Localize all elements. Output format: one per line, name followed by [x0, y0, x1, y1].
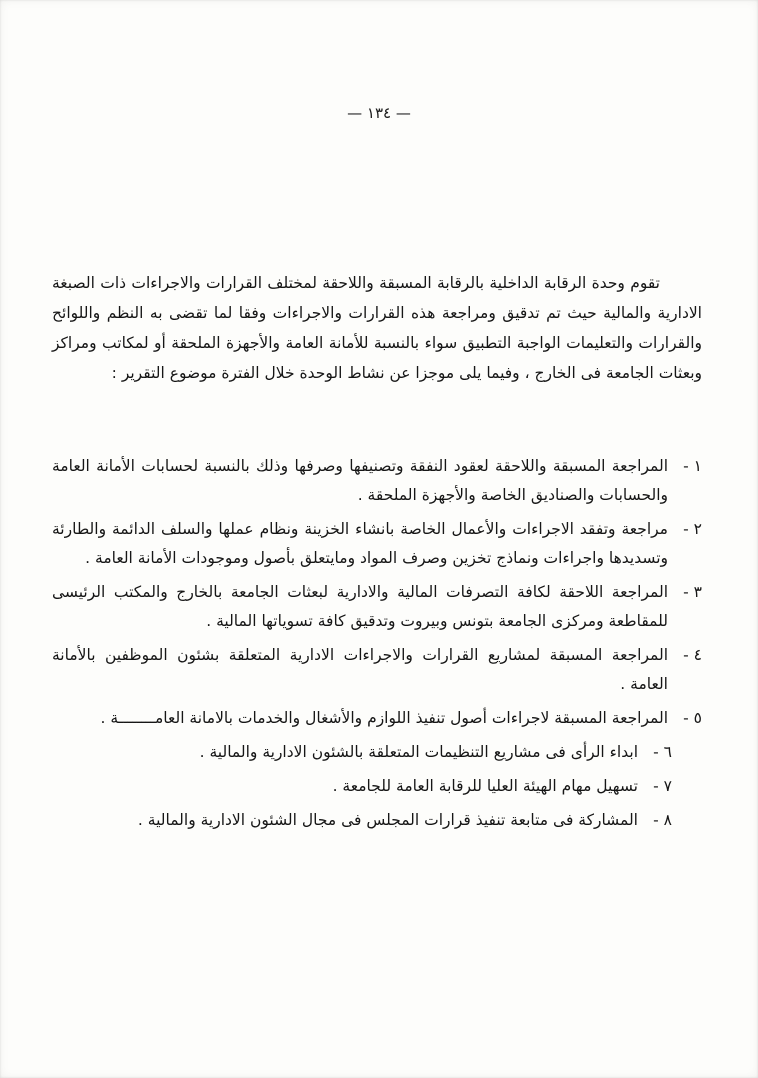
- list-item-number: ٥ -: [683, 709, 702, 727]
- list-item: [52, 704, 702, 733]
- list-item-number: ٦ -: [653, 743, 672, 761]
- list-item-text: المراجعة المسبقة واللاحقة لعقود النفقة وتصنيفها وصرفها وذلك بالنسبة لحسابات الأمانة العامة والحسابات والصناديق الخاصة والأجهزة الملحقة .: [52, 457, 668, 504]
- list-item-text: المراجعة المسبقة لاجراءات أصول تنفيذ اللوازم والأشغال والخدمات بالامانة العامــــــــة .: [100, 709, 668, 727]
- list-item: [52, 452, 702, 510]
- list-item-text: المشاركة فى متابعة تنفيذ قرارات المجلس فى مجال الشئون الادارية والمالية .: [137, 811, 638, 829]
- list-item: [52, 515, 702, 573]
- list-item-text: المراجعة المسبقة لمشاريع القرارات والاجراءات الادارية المتعلقة بشئون الموظفين بالأمانة العامة .: [52, 646, 668, 693]
- list-item-text: ابداء الرأى فى مشاريع التنظيمات المتعلقة بالشئون الادارية والمالية .: [199, 743, 638, 761]
- page-number: — ١٣٤ —: [347, 104, 411, 122]
- list-item-number: ١ -: [683, 457, 702, 475]
- list-item-text: مراجعة وتفقد الاجراءات والأعمال الخاصة بانشاء الخزينة ونظام عملها والسلف الدائمة والطارئة وتسديدها واجراءات ونماذج تخزين وصرف المواد ومايتعلق بأصول وموجودات الأمانة العامة .: [52, 520, 668, 567]
- list-item: [52, 641, 702, 699]
- list-item: [52, 738, 672, 767]
- list-item-text: المراجعة اللاحقة لكافة التصرفات المالية والادارية لبعثات الجامعة بالخارج والمكتب الرئيسى للمقاطعة ومركزى الجامعة بتونس وبيروت وتدقيق كافة تسوياتها المالية .: [52, 583, 668, 630]
- list-item-text: تسهيل مهام الهيئة العليا للرقابة العامة للجامعة .: [332, 777, 638, 795]
- list-item-number: ٢ -: [683, 520, 702, 538]
- list-item: [52, 806, 672, 835]
- list-item-number: ٨ -: [653, 811, 672, 829]
- numbered-list: [52, 452, 702, 840]
- list-item: [52, 772, 672, 801]
- list-item-number: ٤ -: [683, 646, 702, 664]
- list-item-number: ٧ -: [653, 777, 672, 795]
- intro-paragraph: تقوم وحدة الرقابة الداخلية بالرقابة المسبقة واللاحقة لمختلف القرارات والاجراءات ذات الصبغة الادارية والمالية حيث تم تدقيق ومراجعة هذه القرارات والاجراءات وفقا لما تقضى به النظم واللوائح والقرارات والتعليمات الواجبة التطبيق سواء بالنسبة للأمانة العامة والأجهزة الملحقة أو لمكاتب ومراكز وبعثات الجامعة فى الخارج ، وفيما يلى موجزا عن نشاط الوحدة خلال الفترة موضوع التقرير :: [52, 274, 702, 382]
- list-item-number: ٣ -: [683, 583, 702, 601]
- list-item: [52, 578, 702, 636]
